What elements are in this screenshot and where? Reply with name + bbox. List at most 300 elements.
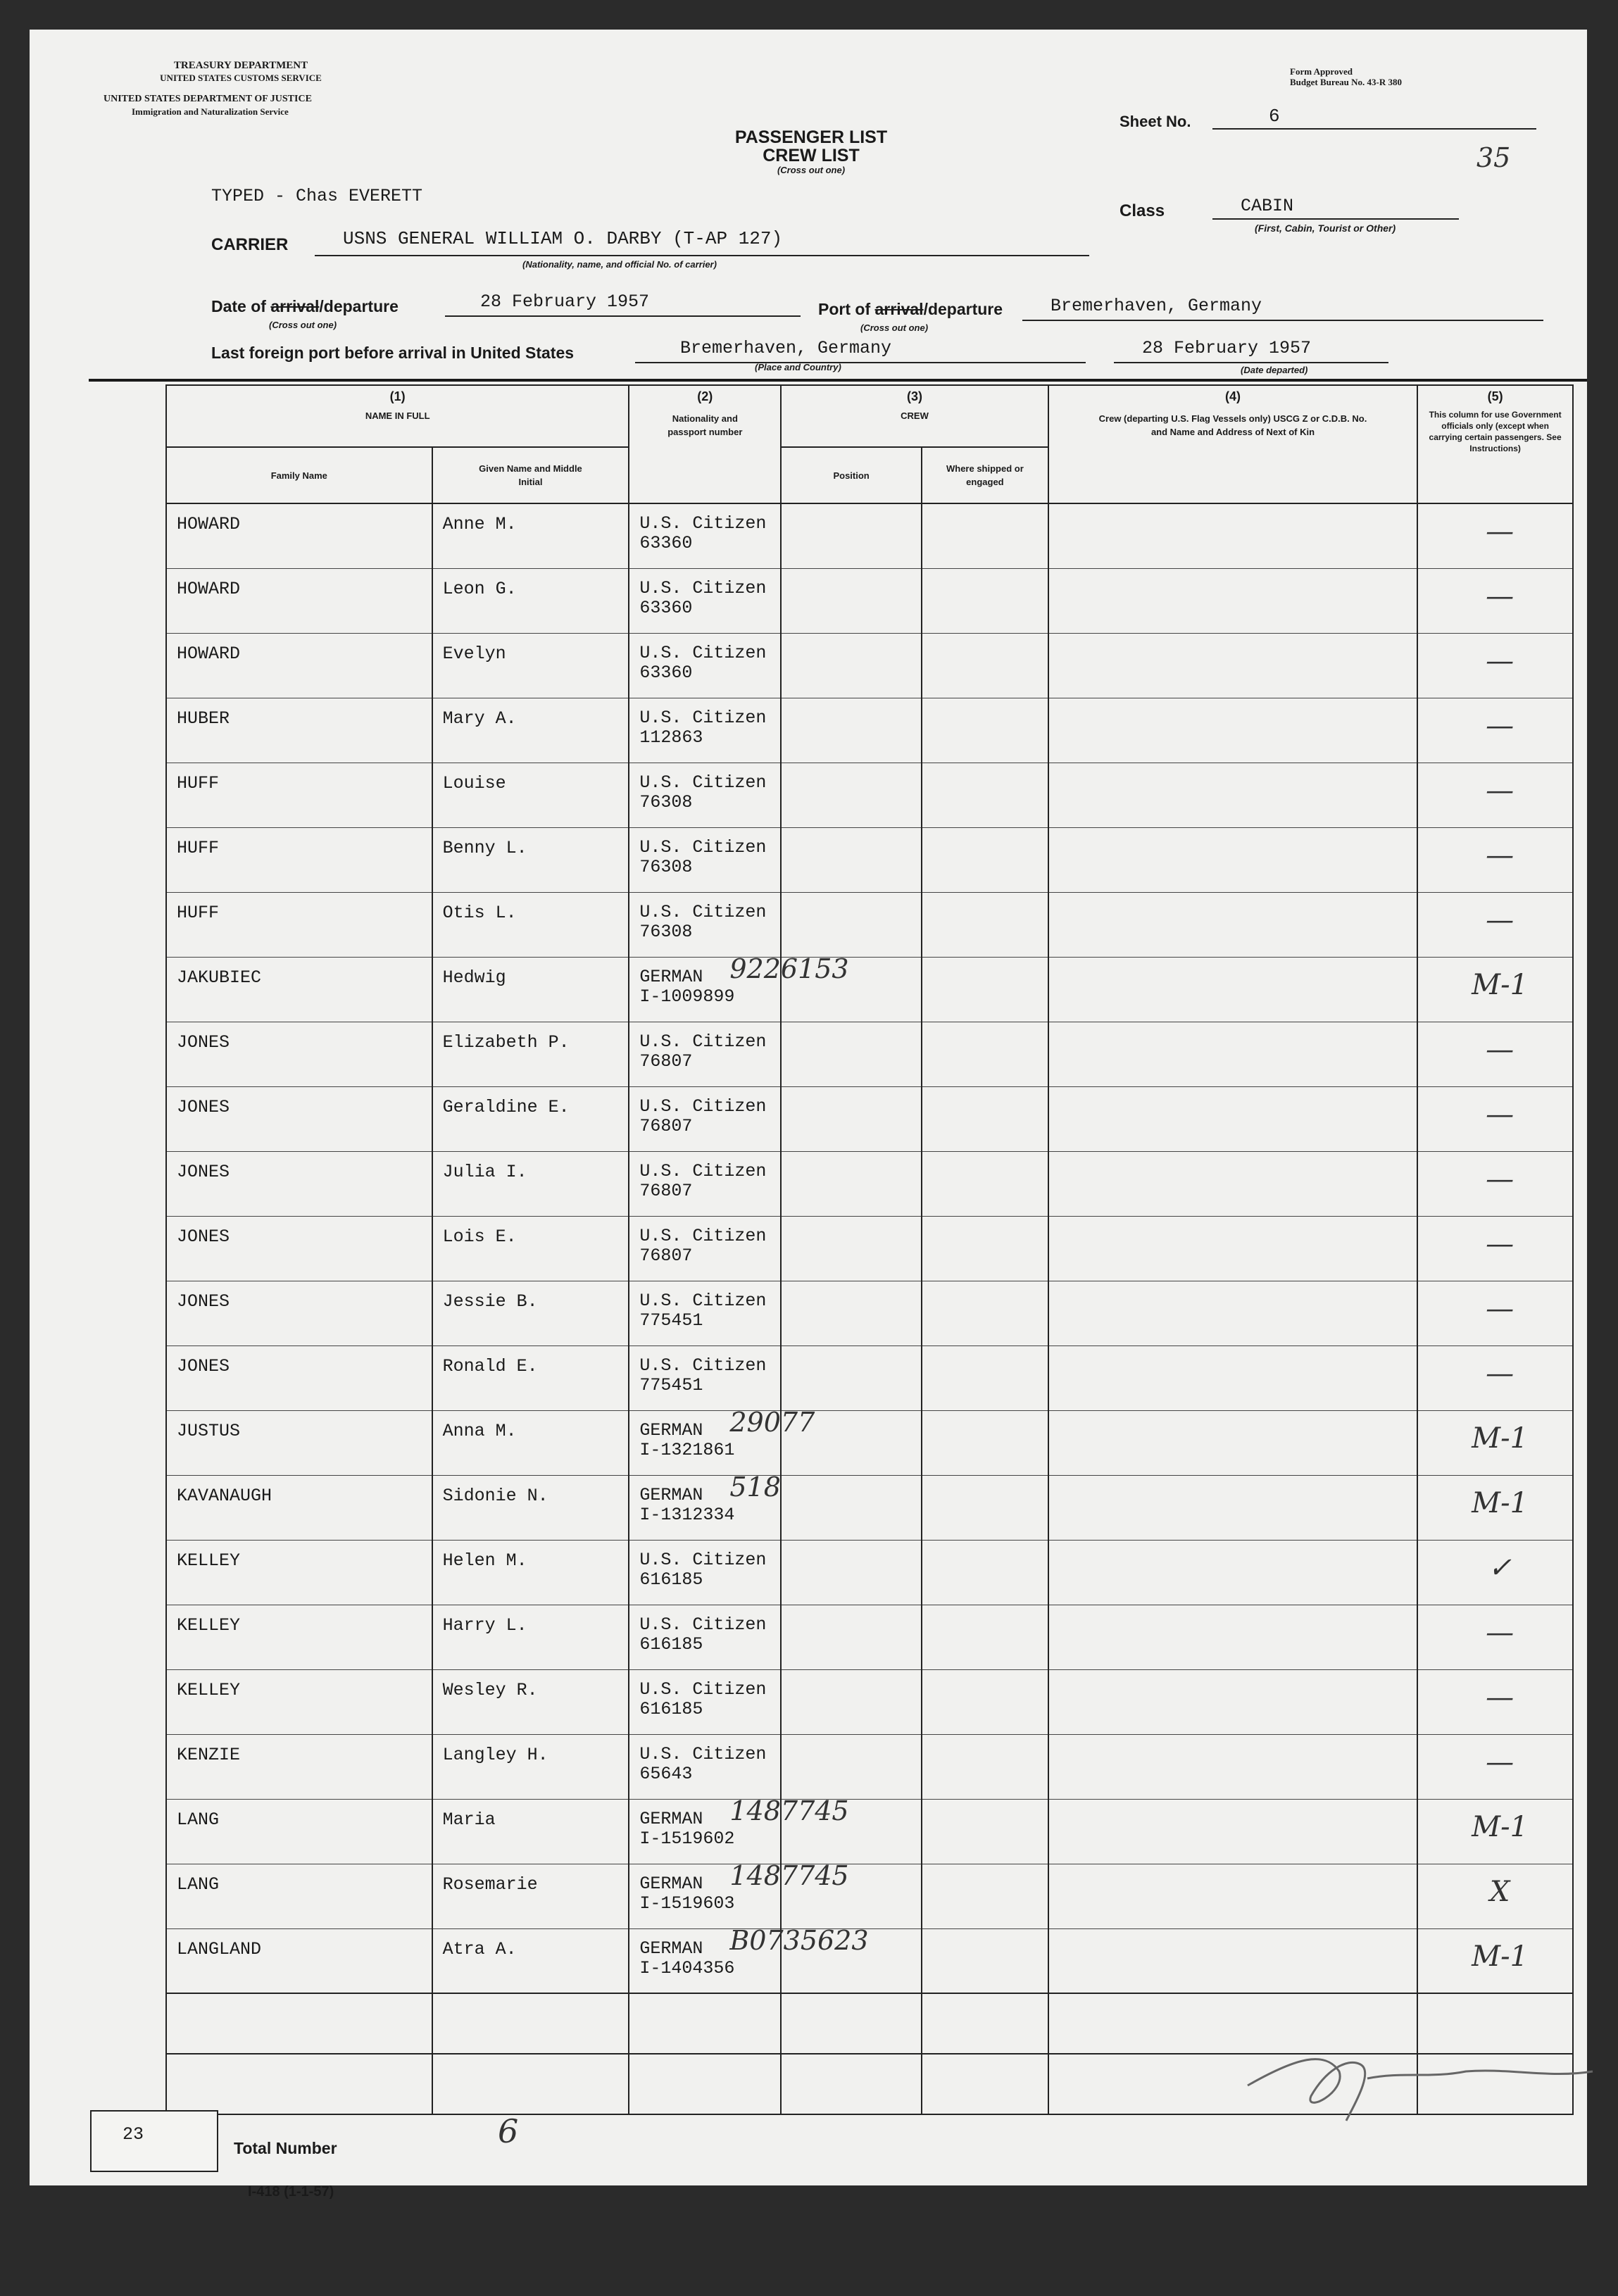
passport-number: I-1009899	[639, 986, 735, 1007]
passport-number: 65643	[639, 1763, 693, 1784]
where-shipped-cell	[922, 698, 1048, 763]
family-name-cell	[166, 1216, 432, 1281]
port-value: Bremerhaven, Germany	[1051, 296, 1262, 316]
passport-number: 616185	[639, 1633, 703, 1655]
official-mark-cell	[1417, 1410, 1573, 1475]
position-cell	[781, 1216, 922, 1281]
port-value-line	[1022, 296, 1543, 321]
nationality: U.S. Citizen	[639, 1096, 767, 1117]
official-mark: —	[1486, 1745, 1514, 1779]
form-approved-line-2: Budget Bureau No. 43-R 380	[1290, 77, 1403, 87]
official-mark-cell	[1417, 827, 1573, 892]
given-name-cell	[432, 957, 629, 1022]
col2-title: Nationality and passport number	[667, 413, 743, 437]
last-port-value: Bremerhaven, Germany	[680, 338, 892, 358]
col4-number: (4)	[1225, 389, 1241, 403]
port-rest: /departure	[923, 300, 1003, 318]
total-count-box	[90, 2110, 218, 2172]
official-mark-cell	[1417, 1605, 1573, 1669]
family-name: HOWARD	[177, 514, 241, 534]
nationality-cell	[629, 633, 781, 698]
nationality-cell	[629, 1216, 781, 1281]
table-row	[166, 892, 1573, 957]
col3-number: (3)	[907, 389, 923, 403]
table-row	[166, 1799, 1573, 1864]
empty-cell	[432, 1993, 629, 2054]
position-cell	[781, 568, 922, 633]
sheet-number-field	[1120, 113, 1191, 131]
family-name-cell	[166, 1281, 432, 1345]
official-mark-cell	[1417, 957, 1573, 1022]
col3-header	[781, 385, 1048, 447]
given-name: Leon G.	[442, 578, 517, 599]
title-note: (Cross out one)	[777, 165, 846, 175]
where-shipped-cell	[922, 1864, 1048, 1928]
family-name-cell	[166, 568, 432, 633]
col1a-header: Family Name	[166, 447, 432, 503]
official-mark-cell	[1417, 1734, 1573, 1799]
col3b-header: Where shipped or engaged	[922, 447, 1048, 503]
official-mark: M-1	[1472, 1810, 1529, 1843]
sheet-number-value-line	[1212, 106, 1536, 130]
date-label	[211, 297, 399, 316]
class-value: CABIN	[1241, 196, 1294, 216]
nationality: U.S. Citizen	[639, 836, 767, 858]
handwritten-number: 29077	[729, 1406, 815, 1438]
passport-number: 63360	[639, 597, 693, 618]
nationality: U.S. Citizen	[639, 1549, 767, 1570]
nationality: U.S. Citizen	[639, 707, 767, 728]
family-name-cell	[166, 892, 432, 957]
signature-mark	[1241, 2029, 1607, 2128]
nationality-cell	[629, 1471, 781, 1540]
family-name: LANGLAND	[177, 1938, 262, 1959]
family-name: JONES	[177, 1161, 230, 1182]
last-port-date: 28 February 1957	[1142, 338, 1312, 358]
where-shipped-cell	[922, 568, 1048, 633]
nationality: U.S. Citizen	[639, 1225, 767, 1246]
given-name-cell	[432, 1864, 629, 1928]
passport-number: 76807	[639, 1245, 693, 1266]
passport-number: I-1519602	[639, 1828, 735, 1849]
where-shipped-cell	[922, 1410, 1048, 1475]
carrier-value: USNS GENERAL WILLIAM O. DARBY (T-AP 127)	[343, 228, 783, 249]
official-mark: —	[1486, 1162, 1514, 1196]
crew-info-cell	[1048, 1864, 1417, 1928]
passport-number: I-1312334	[639, 1504, 735, 1525]
official-mark: —	[1486, 1616, 1514, 1649]
given-name-cell	[432, 1475, 629, 1540]
passport-number: 775451	[639, 1374, 703, 1395]
crew-info-cell	[1048, 1799, 1417, 1864]
nationality-cell	[629, 503, 781, 568]
passport-number: 616185	[639, 1698, 703, 1719]
table-row	[166, 957, 1573, 1022]
passport-number: 76807	[639, 1180, 693, 1201]
official-mark: —	[1486, 1292, 1514, 1325]
carrier-value-line	[315, 228, 1089, 256]
family-name-cell	[166, 1022, 432, 1086]
position-cell	[781, 1669, 922, 1734]
passport-number: 112863	[639, 727, 703, 748]
last-port-label: Last foreign port before arrival in United States	[211, 344, 575, 362]
family-name: HUFF	[177, 902, 220, 923]
family-name: JUSTUS	[177, 1420, 241, 1441]
nationality-cell	[629, 1406, 815, 1475]
family-name-cell	[166, 1799, 432, 1864]
family-name-cell	[166, 1410, 432, 1475]
given-name: Geraldine E.	[442, 1096, 570, 1117]
family-name-cell	[166, 1086, 432, 1151]
nationality-cell	[629, 1281, 781, 1345]
title-crew-list: CREW LIST	[763, 146, 860, 165]
empty-cell	[781, 1993, 922, 2054]
family-name-cell	[166, 698, 432, 763]
nationality-cell	[629, 698, 781, 763]
last-port-value-line	[635, 338, 1086, 363]
col1b-header: Given Name and Middle Initial	[432, 447, 629, 503]
given-name: Elizabeth P.	[442, 1031, 570, 1053]
given-name-cell	[432, 1410, 629, 1475]
family-name: JONES	[177, 1291, 230, 1312]
col5-title: This column for use Government officials only (except when carrying certain passengers. See Instructions)	[1429, 410, 1562, 453]
empty-cell	[922, 2054, 1048, 2114]
col3a-header: Position	[781, 447, 922, 503]
crew-info-cell	[1048, 1151, 1417, 1216]
official-mark: M-1	[1472, 1486, 1529, 1519]
family-name-cell	[166, 1345, 432, 1410]
crew-info-cell	[1048, 1669, 1417, 1734]
given-name: Maria	[442, 1809, 496, 1830]
col4-header	[1048, 385, 1417, 503]
family-name-cell	[166, 1540, 432, 1605]
col2-header	[629, 385, 781, 503]
col2-number: (2)	[697, 389, 713, 403]
official-mark: —	[1486, 1098, 1514, 1131]
date-struck: arrival	[270, 297, 320, 315]
family-name-cell	[166, 1151, 432, 1216]
nationality: GERMAN	[639, 1808, 703, 1829]
crew-info-cell	[1048, 957, 1417, 1022]
family-name: LANG	[177, 1809, 220, 1830]
where-shipped-cell	[922, 827, 1048, 892]
table-row	[166, 1928, 1573, 1993]
crew-info-cell	[1048, 1475, 1417, 1540]
nationality-cell	[629, 827, 781, 892]
given-name: Anna M.	[442, 1420, 517, 1441]
nationality: U.S. Citizen	[639, 1355, 767, 1376]
nationality-cell	[629, 763, 781, 827]
table-row	[166, 698, 1573, 763]
family-name: KELLEY	[177, 1614, 241, 1636]
position-cell	[781, 1022, 922, 1086]
official-mark-cell	[1417, 1086, 1573, 1151]
header-row-1	[166, 385, 1573, 447]
position-cell	[781, 1086, 922, 1151]
crew-info-cell	[1048, 568, 1417, 633]
given-name: Wesley R.	[442, 1679, 538, 1700]
table-row	[166, 763, 1573, 827]
position-cell	[781, 503, 922, 568]
given-name: Lois E.	[442, 1226, 517, 1247]
table-row	[166, 1540, 1573, 1605]
passenger-table	[165, 384, 1574, 2115]
nationality: U.S. Citizen	[639, 1031, 767, 1052]
passport-number: 775451	[639, 1310, 703, 1331]
nationality: U.S. Citizen	[639, 1160, 767, 1181]
given-name: Sidonie N.	[442, 1485, 548, 1506]
table-row	[166, 1086, 1573, 1151]
official-mark-cell	[1417, 1022, 1573, 1086]
where-shipped-cell	[922, 892, 1048, 957]
table-row	[166, 827, 1573, 892]
agency-line-3: UNITED STATES DEPARTMENT OF JUSTICE	[104, 94, 312, 104]
given-name-cell	[432, 1086, 629, 1151]
port-note: (Cross out one)	[860, 322, 929, 333]
last-port-note: (Place and Country)	[755, 362, 841, 372]
family-name: JONES	[177, 1096, 230, 1117]
where-shipped-cell	[922, 503, 1048, 568]
crew-info-cell	[1048, 1216, 1417, 1281]
family-name-cell	[166, 1864, 432, 1928]
table-row	[166, 1669, 1573, 1734]
handwritten-number: 518	[729, 1471, 781, 1503]
handwritten-number: 1487745	[729, 1859, 849, 1891]
given-name-cell	[432, 633, 629, 698]
passport-number: 63360	[639, 533, 693, 553]
official-mark: M-1	[1472, 1422, 1529, 1455]
position-cell	[781, 1281, 922, 1345]
family-name-cell	[166, 1928, 432, 1993]
given-name-cell	[432, 1734, 629, 1799]
nationality: GERMAN	[639, 1873, 703, 1894]
col1-header	[166, 385, 629, 447]
nationality-cell	[629, 1669, 781, 1734]
nationality-cell	[629, 1151, 781, 1216]
table-row	[166, 503, 1573, 568]
crew-info-cell	[1048, 1022, 1417, 1086]
position-cell	[781, 1151, 922, 1216]
official-mark: —	[1486, 644, 1514, 677]
given-name: Hedwig	[442, 967, 506, 988]
given-name-cell	[432, 827, 629, 892]
official-mark: M-1	[1472, 1940, 1529, 1973]
family-name-cell	[166, 1669, 432, 1734]
form-approved	[1290, 66, 1402, 87]
table-row	[166, 1151, 1573, 1216]
family-name: HUFF	[177, 837, 220, 858]
nationality-cell	[629, 953, 849, 1022]
nationality-cell	[629, 1345, 781, 1410]
official-mark: M-1	[1472, 968, 1529, 1001]
official-mark-cell	[1417, 1669, 1573, 1734]
official-mark: —	[1486, 1033, 1514, 1066]
where-shipped-cell	[922, 1540, 1048, 1605]
given-name-cell	[432, 892, 629, 957]
given-name: Benny L.	[442, 837, 527, 858]
empty-cell	[166, 2054, 432, 2114]
empty-cell	[432, 2054, 629, 2114]
nationality: U.S. Citizen	[639, 513, 767, 534]
sheet-number-value: 6	[1269, 106, 1280, 127]
crew-info-cell	[1048, 1345, 1417, 1410]
where-shipped-cell	[922, 1086, 1048, 1151]
given-name: Evelyn	[442, 643, 506, 664]
official-mark-cell	[1417, 503, 1573, 568]
nationality: U.S. Citizen	[639, 772, 767, 793]
family-name: JAKUBIEC	[177, 967, 262, 988]
family-name: JONES	[177, 1226, 230, 1247]
where-shipped-cell	[922, 1475, 1048, 1540]
position-cell	[781, 633, 922, 698]
empty-cell	[166, 1993, 432, 2054]
form-title	[705, 128, 917, 175]
official-mark: —	[1486, 515, 1514, 548]
official-mark-cell	[1417, 1864, 1573, 1928]
passport-number: 63360	[639, 662, 693, 683]
empty-cell	[781, 2054, 922, 2114]
table-row	[166, 1475, 1573, 1540]
table-row	[166, 1864, 1573, 1928]
given-name: Rosemarie	[442, 1874, 538, 1895]
nationality: U.S. Citizen	[639, 642, 767, 663]
header-rule	[89, 379, 1587, 382]
official-mark-cell	[1417, 1928, 1573, 1993]
family-name-cell	[166, 763, 432, 827]
passport-number: 76308	[639, 791, 693, 813]
table-row	[166, 1345, 1573, 1410]
position-cell	[781, 1475, 922, 1540]
where-shipped-cell	[922, 1151, 1048, 1216]
table-row	[166, 1216, 1573, 1281]
passport-number: I-1519603	[639, 1893, 735, 1914]
family-name: KELLEY	[177, 1550, 241, 1571]
crew-info-cell	[1048, 698, 1417, 763]
given-name: Ronald E.	[442, 1355, 538, 1376]
nationality: U.S. Citizen	[639, 1614, 767, 1635]
family-name-cell	[166, 1475, 432, 1540]
crew-info-cell	[1048, 1928, 1417, 1993]
nationality-cell	[629, 892, 781, 957]
position-cell	[781, 1540, 922, 1605]
total-count: 23	[123, 2124, 144, 2145]
nationality-cell	[629, 1605, 781, 1669]
official-mark: —	[1486, 1681, 1514, 1714]
date-rest: /departure	[319, 297, 399, 315]
agency-block-2	[104, 93, 312, 118]
table-body	[166, 503, 1573, 2114]
passport-number: I-1404356	[639, 1957, 735, 1978]
official-mark-cell	[1417, 892, 1573, 957]
last-port-date-note: (Date departed)	[1241, 365, 1308, 375]
given-name-cell	[432, 1799, 629, 1864]
given-name-cell	[432, 1928, 629, 1993]
col5-number: (5)	[1487, 389, 1503, 403]
family-name: HUBER	[177, 708, 230, 729]
given-name: Langley H.	[442, 1744, 548, 1765]
nationality: U.S. Citizen	[639, 1743, 767, 1764]
table-row	[166, 568, 1573, 633]
table-row	[166, 1734, 1573, 1799]
passport-number: 76308	[639, 921, 693, 942]
handwritten-number: 1487745	[729, 1795, 849, 1826]
handwritten-number: 9226153	[729, 953, 849, 984]
family-name: HOWARD	[177, 643, 241, 664]
crew-info-cell	[1048, 892, 1417, 957]
table-row	[166, 1022, 1573, 1086]
nationality-cell	[629, 1795, 849, 1864]
nationality-cell	[629, 1924, 869, 1993]
where-shipped-cell	[922, 1669, 1048, 1734]
crew-info-cell	[1048, 1410, 1417, 1475]
given-name-cell	[432, 1022, 629, 1086]
nationality: GERMAN	[639, 1419, 703, 1441]
given-name: Otis L.	[442, 902, 517, 923]
passport-number: 76807	[639, 1050, 693, 1072]
where-shipped-cell	[922, 1022, 1048, 1086]
family-name: KELLEY	[177, 1679, 241, 1700]
crew-info-cell	[1048, 763, 1417, 827]
family-name-cell	[166, 1605, 432, 1669]
family-name: HOWARD	[177, 578, 241, 599]
nationality-cell	[629, 568, 781, 633]
crew-info-cell	[1048, 633, 1417, 698]
position-cell	[781, 827, 922, 892]
crew-info-cell	[1048, 827, 1417, 892]
official-mark-cell	[1417, 763, 1573, 827]
handwritten-number: B0735623	[729, 1924, 869, 1956]
given-name: Anne M.	[442, 514, 517, 534]
table-row	[166, 1605, 1573, 1669]
carrier-label: CARRIER	[211, 235, 289, 254]
given-name-cell	[432, 1605, 629, 1669]
agency-block	[135, 59, 346, 84]
col5-header	[1417, 385, 1573, 503]
port-label	[818, 300, 1003, 319]
official-mark-cell	[1417, 568, 1573, 633]
agency-line-2: UNITED STATES CUSTOMS SERVICE	[160, 73, 322, 83]
official-mark-cell	[1417, 1475, 1573, 1540]
sheet-number-label: Sheet No.	[1120, 113, 1191, 130]
port-prefix: Port of	[818, 300, 871, 318]
official-mark-cell	[1417, 1216, 1573, 1281]
family-name-cell	[166, 503, 432, 568]
passport-number: I-1321861	[639, 1439, 735, 1460]
nationality: GERMAN	[639, 1938, 703, 1959]
date-value: 28 February 1957	[480, 291, 650, 312]
given-name-cell	[432, 1216, 629, 1281]
given-name-cell	[432, 568, 629, 633]
passport-number: 76308	[639, 856, 693, 877]
nationality: GERMAN	[639, 1484, 703, 1505]
crew-info-cell	[1048, 1086, 1417, 1151]
position-cell	[781, 1345, 922, 1410]
title-passenger-list: PASSENGER LIST	[734, 127, 888, 147]
given-name: Mary A.	[442, 708, 517, 729]
given-name: Helen M.	[442, 1550, 527, 1571]
given-name: Jessie B.	[442, 1291, 538, 1312]
official-mark: ✓	[1488, 1551, 1512, 1584]
carrier-note: (Nationality, name, and official No. of carrier)	[522, 259, 717, 270]
where-shipped-cell	[922, 957, 1048, 1022]
empty-cell	[629, 2054, 781, 2114]
given-name-cell	[432, 1281, 629, 1345]
official-mark: —	[1486, 903, 1514, 936]
passport-number: 616185	[639, 1569, 703, 1590]
where-shipped-cell	[922, 1734, 1048, 1799]
position-cell	[781, 1605, 922, 1669]
where-shipped-cell	[922, 1216, 1048, 1281]
